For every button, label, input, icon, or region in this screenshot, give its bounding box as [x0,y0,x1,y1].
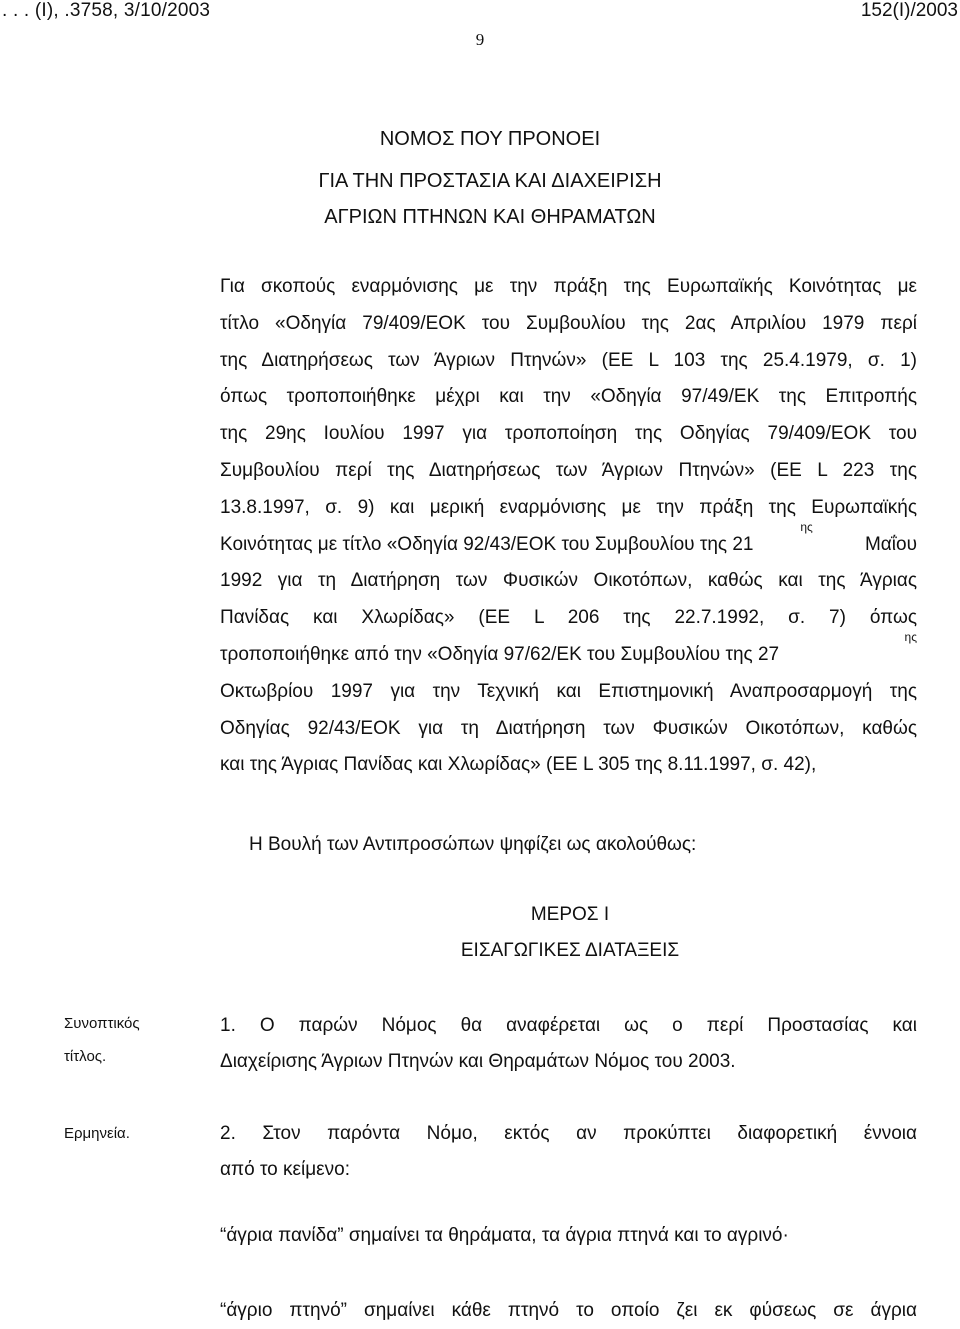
margin-note-line: τίτλος. [64,1048,107,1065]
preamble-line: Οδηγίας 92/43/ΕΟΚ για τη Διατήρηση των Φυσικών Οικοτόπων, καθώς [220,717,917,739]
preamble-line: της Διατηρήσεως των Άγριων Πτηνών» (ΕΕ L 103 της 25.4.1979, σ. 1) [220,349,917,371]
preamble-line: της 29ης Ιουλίου 1997 για τροποποίηση της Οδηγίας 79/409/ΕΟΚ του [220,423,917,445]
ordinal-suffix: ης [904,629,917,644]
section-line: από το κείμενο: [220,1159,350,1180]
preamble-line-part: Κοινότητας με τίτλο «Οδηγία 92/43/ΕΟΚ του Συμβουλίου της 21 [220,533,754,555]
preamble-line-part: Μαΐου [859,533,917,555]
margin-note-line: Συνοπτικός [64,1015,140,1032]
preamble-line: Πανίδας και Χλωρίδας» (ΕΕ L 206 της 22.7.1992, σ. 7) όπως [220,607,917,629]
preamble [220,269,917,784]
preamble-line: τίτλο «Οδηγία 79/409/ΕΟΚ του Συμβουλίου της 2ας Απριλίου 1979 περί [220,312,917,334]
header-gazette-reference: . . . (Ι), .3758, 3/10/2003 [2,0,211,21]
section-2 [220,1116,917,1188]
enactment-formula: Η Βουλή των Αντιπροσώπων ψηφίζει ως ακολούθως: [249,834,697,855]
preamble-line: Συμβουλίου περί της Διατηρήσεως των Άγριων Πτηνών» (ΕΕ L 223 της [220,459,917,481]
preamble-line-part: τροποποιήθηκε από την «Οδηγία 97/62/ΕΚ του Συμβουλίου της 27 [220,643,780,665]
law-title-line-2: ΓΙΑ ΤΗΝ ΠΡΟΣΤΑΣΙΑ ΚΑΙ ΔΙΑΧΕΙΡΙΣΗ [318,170,662,192]
law-title-line-1: ΝΟΜΟΣ ΠΟΥ ΠΡΟΝΟΕΙ [379,128,601,150]
header-law-number: 152(Ι)/2003 [860,0,958,21]
definition-wild-fauna: “άγρια πανίδα” σημαίνει τα θηράματα, τα άγρια πτηνά και το αγρινό· [220,1225,789,1246]
section-line: 2. Στον παρόντα Νόμο, εκτός αν προκύπτει διαφορετική έννοια [220,1123,917,1144]
margin-note-interpretation: Ερμηνεία. [64,1125,130,1142]
law-title-line-3: ΑΓΡΙΩΝ ΠΤΗΝΩΝ ΚΑΙ ΘΗΡΑΜΑΤΩΝ [324,206,656,228]
preamble-line [220,519,917,564]
ordinal-suffix: ης [800,519,813,534]
preamble-line: και της Άγριας Πανίδας και Χλωρίδας» (ΕΕ L 305 της 8.11.1997, σ. 42), [220,754,817,776]
preamble-line: 1992 για τη Διατήρηση των Φυσικών Οικοτόπων, καθώς και της Άγριας [220,570,917,592]
preamble-line: 13.8.1997, σ. 9) και μερική εναρμόνισης με την πράξη της Ευρωπαϊκής [220,496,917,518]
part-number: ΜΕΡΟΣ Ι [530,904,610,925]
section-line: Διαχείρισης Άγριων Πτηνών και Θηραμάτων Νόμος του 2003. [220,1051,736,1072]
part-title: ΕΙΣΑΓΩΓΙΚΕΣ ΔΙΑΤΑΞΕΙΣ [460,940,680,961]
preamble-line: Οκτωβρίου 1997 για την Τεχνική και Επιστημονική Αναπροσαρμογή της [220,680,917,702]
preamble-line: όπως τροποποιήθηκε μέχρι και την «Οδηγία 97/49/ΕΚ της Επιτροπής [220,386,917,408]
page-number: 9 [475,30,485,49]
preamble-line: Για σκοπούς εναρμόνισης με την πράξη της Ευρωπαϊκής Κοινότητας με [220,276,917,297]
definition-wild-bird: “άγριο πτηνό” σημαίνει κάθε πτηνό το οποίο ζει εκ φύσεως σε άγρια [220,1300,917,1321]
preamble-line [220,629,917,674]
section-line: 1. Ο παρών Νόμος θα αναφέρεται ως ο περί Προστασίας και [220,1015,917,1036]
margin-note-short-title [64,1007,140,1073]
section-1 [220,1008,917,1080]
